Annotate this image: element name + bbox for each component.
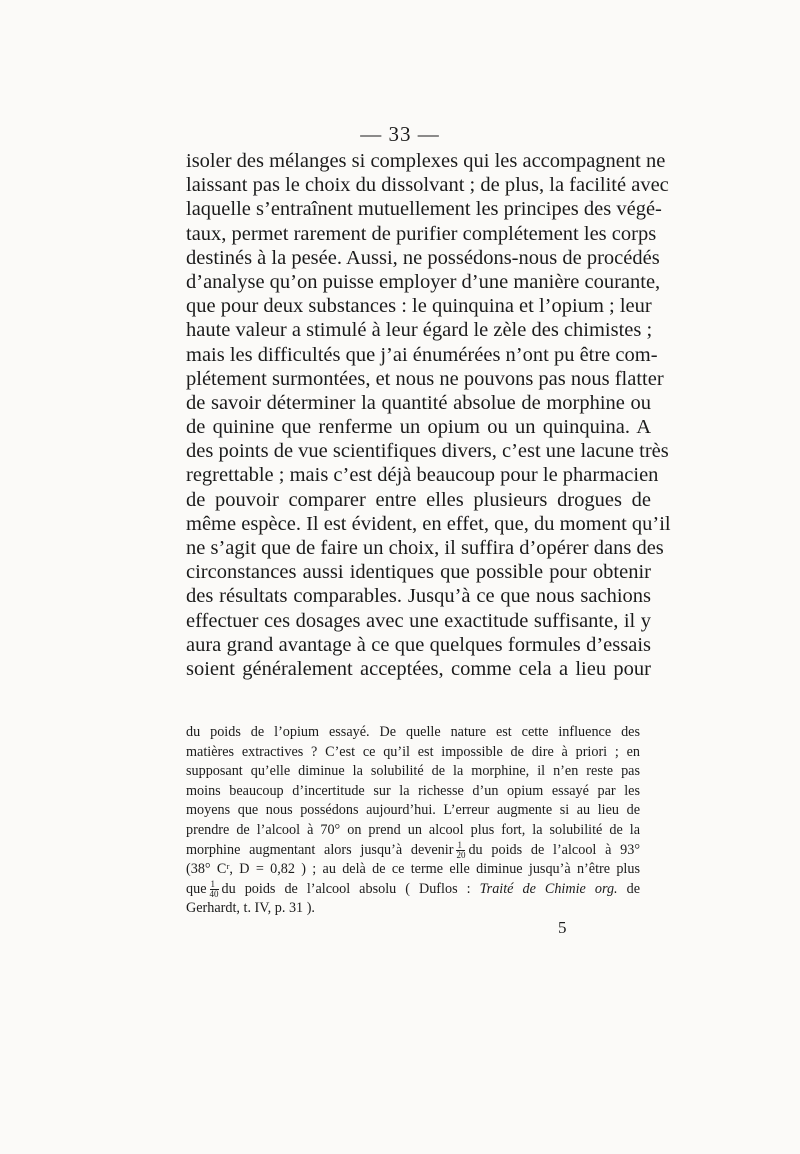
fraction [456,841,465,860]
body-line: mais les difficultés que j’ai énumérées n’ont pu être com- [186,343,658,366]
signature-mark: 5 [558,918,567,937]
body-line: même espèce. Il est évident, en effet, que, du moment qu’il [186,512,671,535]
body-line: des points de vue scientifiques divers, c’est une lacune très [186,440,669,463]
body-line: laquelle s’entraînent mutuellement les principes des végé- [186,198,662,221]
body-line: plétement surmontées, et nous ne pouvons pas nous flatter [186,367,664,390]
fraction [210,880,219,899]
body-line: haute valeur a stimulé à leur égard le zèle des chimistes ; [186,319,653,342]
body-line: laissant pas le choix du dissolvant ; de plus, la facilité avec [186,174,669,197]
body-line: regrettable ; mais c’est déjà beaucoup pour le pharmacien [186,464,659,487]
footnote-line: moins beaucoup d’incertitude sur la richesse d’un opium essayé par les [186,782,640,799]
footnote-line: supposant qu’elle diminue la solubilité de la morphine, il n’en reste pas [186,763,640,780]
page-number: — 33 — [360,122,440,146]
body-line: d’analyse qu’on puisse employer d’une manière courante, [186,270,661,293]
fraction-denominator: 40 [209,888,219,899]
fraction-numerator: 1 [210,880,219,890]
footnote-italic-title: Traité de Chimie org. [479,880,618,897]
fraction-numerator: 1 [456,841,465,851]
footnote-text: du poids de l’alcool absolu ( Duflos : [221,880,471,897]
body-text [186,149,671,681]
body-line: de quinine que renferme un opium ou un quinquina. A [186,416,651,439]
fraction-denominator: 20 [456,849,466,860]
footnote-line: Gerhardt, t. IV, p. 31 ). [186,900,315,917]
body-line: ne s’agit que de faire un choix, il suffira d’opérer dans des [186,537,664,559]
body-line: circonstances aussi identiques que possible pour obtenir [186,561,651,584]
footnote-line: moyens que nous possédons aujourd’hui. L’erreur augmente si au lieu de [186,802,640,819]
footnote-text: du poids de l’alcool à 93° [468,841,641,858]
body-line: de pouvoir comparer entre elles plusieurs drogues de [186,488,651,511]
body-line: des résultats comparables. Jusqu’à ce que nous sachions [186,585,651,608]
body-line: de savoir déterminer la quantité absolue de morphine ou [186,391,651,414]
footnote-text: que [186,880,207,897]
footnote-line: (38° Cʳ, D = 0,82 ) ; au delà de ce terme elle diminue jusqu’à n’être plus [186,861,640,878]
footnote-line [186,880,640,900]
body-line: aura grand avantage à ce que quelques formules d’essais [186,633,651,656]
footnote-line: prendre de l’alcool à 70° on prend un alcool plus fort, la solubilité de la [186,821,640,838]
footnote-text: morphine augmentant alors jusqu’à devenir [186,841,454,858]
footnote [186,723,640,919]
footnote-line [186,841,640,861]
body-line: effectuer ces dosages avec une exactitude suffisante, il y [186,609,651,632]
body-line: soient généralement acceptées, comme cela a lieu pour [186,657,651,680]
footnote-line: du poids de l’opium essayé. De quelle nature est cette influence des [186,724,640,740]
body-line: destinés à la pesée. Aussi, ne possédons-nous de procédés [186,246,660,269]
body-line: isoler des mélanges si complexes qui les accompagnent ne [186,150,666,172]
footnote-text: de [626,880,641,897]
body-line: taux, permet rarement de purifier complétement les corps [186,222,657,245]
body-line: que pour deux substances : le quinquina et l’opium ; leur [186,295,652,318]
footnote-line: matières extractives ? C’est ce qu’il est impossible de dire à priori ; en [186,743,640,760]
